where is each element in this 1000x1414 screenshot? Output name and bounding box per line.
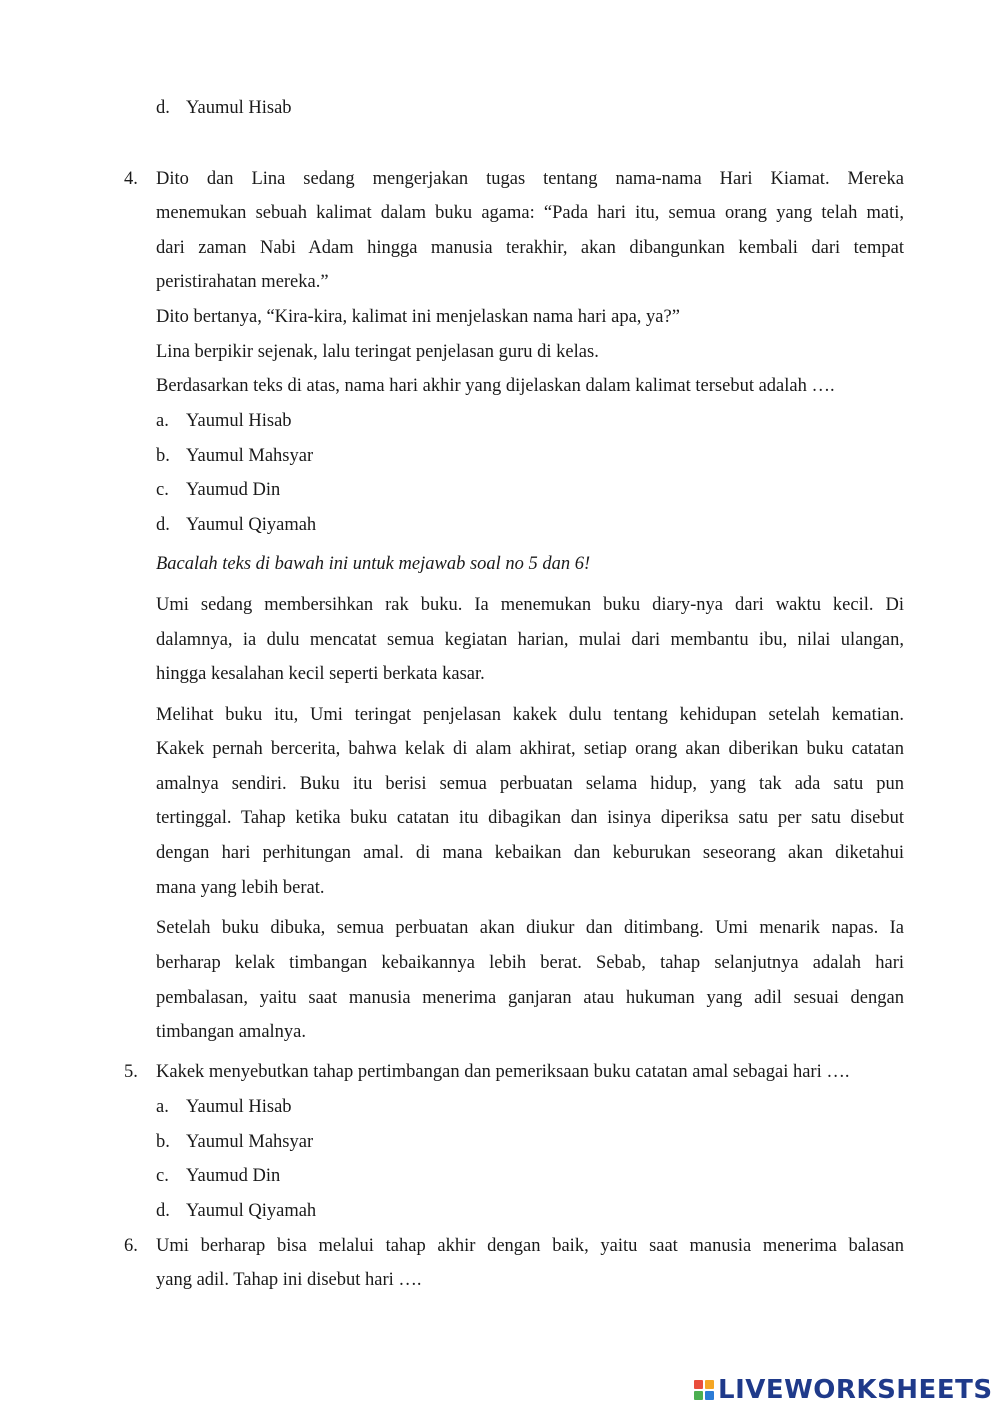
story-line: amalnya sendiri. Buku itu berisi semua perbuatan selama hidup, yang tak ada satu pun: [156, 774, 904, 794]
logo-mark-square: [694, 1391, 703, 1400]
question-4-paragraph-line: menemukan sebuah kalimat dalam buku agama: “Pada hari itu, semua orang yang telah mati,: [156, 203, 904, 223]
story-line: Umi sedang membersihkan rak buku. Ia menemukan buku diary-nya dari waktu kecil. Di: [156, 595, 904, 615]
option-text: Yaumul Hisab: [186, 411, 292, 431]
question-4-dito-line: Dito bertanya, “Kira-kira, kalimat ini menjelaskan nama hari apa, ya?”: [156, 307, 680, 327]
option-letter: d.: [156, 1201, 170, 1221]
story-line: Melihat buku itu, Umi teringat penjelasan kakek dulu tentang kehidupan setelah kematian.: [156, 705, 904, 725]
question-4-paragraph-line: peristirahatan mereka.”: [156, 272, 329, 292]
story-line: timbangan amalnya.: [156, 1022, 307, 1042]
story-line: dalamnya, ia dulu mencatat semua kegiatan harian, mulai dari membantu ibu, nilai ulangan,: [156, 630, 904, 650]
logo-mark-square: [694, 1380, 703, 1389]
story-line: dengan hari perhitungan amal. di mana kebaikan dan keburukan seseorang akan diketahui: [156, 843, 904, 863]
option-text: Yaumud Din: [186, 1166, 281, 1186]
logo-text: LIVEWORKSHEETS: [718, 1375, 993, 1405]
question-4-lina-line: Lina berpikir sejenak, lalu teringat penjelasan guru di kelas.: [156, 342, 599, 362]
story-line: Setelah buku dibuka, semua perbuatan akan diukur dan ditimbang. Umi menarik napas. Ia: [156, 918, 904, 938]
option-text: Yaumul Mahsyar: [186, 1132, 314, 1152]
question-4-paragraph-line: dari zaman Nabi Adam hingga manusia terakhir, akan dibangunkan kembali dari tempat: [156, 238, 904, 258]
option-letter: c.: [156, 1166, 169, 1186]
story-line: tertinggal. Tahap ketika buku catatan itu dibagikan dan isinya diperiksa satu per satu disebut: [156, 808, 904, 828]
option-letter: d.: [156, 515, 170, 535]
option-text: Yaumud Din: [186, 480, 281, 500]
logo-mark-icon: [694, 1380, 714, 1400]
option-text: Yaumul Mahsyar: [186, 446, 314, 466]
story-line: mana yang lebih berat.: [156, 878, 325, 898]
question-5-number: 5.: [124, 1062, 138, 1082]
logo-mark-square: [705, 1380, 714, 1389]
question-4-paragraph-line: Dito dan Lina sedang mengerjakan tugas tentang nama-nama Hari Kiamat. Mereka: [156, 169, 904, 189]
option-letter: a.: [156, 411, 169, 431]
story-line: berharap kelak timbangan kebaikannya lebih berat. Sebab, tahap selanjutnya adalah hari: [156, 953, 904, 973]
option-letter: b.: [156, 1132, 170, 1152]
question-5-prompt: Kakek menyebutkan tahap pertimbangan dan pemeriksaan buku catatan amal sebagai hari ….: [156, 1062, 850, 1082]
option-text: Yaumul Hisab: [186, 1097, 292, 1117]
option-letter: c.: [156, 480, 169, 500]
option-text: Yaumul Hisab: [186, 98, 292, 118]
option-text: Yaumul Qiyamah: [186, 1201, 317, 1221]
question-6-number: 6.: [124, 1236, 138, 1256]
story-line: pembalasan, yaitu saat manusia menerima ganjaran atau hukuman yang adil sesuai dengan: [156, 988, 904, 1008]
question-6-line: Umi berharap bisa melalui tahap akhir dengan baik, yaitu saat manusia menerima balasan: [156, 1236, 904, 1256]
option-text: Yaumul Qiyamah: [186, 515, 317, 535]
question-4-number: 4.: [124, 169, 138, 189]
option-letter: d.: [156, 98, 170, 118]
logo-mark-square: [705, 1391, 714, 1400]
liveworksheets-logo: [694, 1376, 993, 1404]
story-line: Kakek pernah bercerita, bahwa kelak di alam akhirat, setiap orang akan diberikan buku catatan: [156, 739, 904, 759]
option-letter: b.: [156, 446, 170, 466]
question-4-prompt: Berdasarkan teks di atas, nama hari akhir yang dijelaskan dalam kalimat tersebut adalah ….: [156, 376, 835, 396]
reading-instruction: Bacalah teks di bawah ini untuk mejawab soal no 5 dan 6!: [156, 554, 591, 574]
story-line: hingga kesalahan kecil seperti berkata kasar.: [156, 664, 485, 684]
question-6-line: yang adil. Tahap ini disebut hari ….: [156, 1270, 422, 1290]
option-letter: a.: [156, 1097, 169, 1117]
